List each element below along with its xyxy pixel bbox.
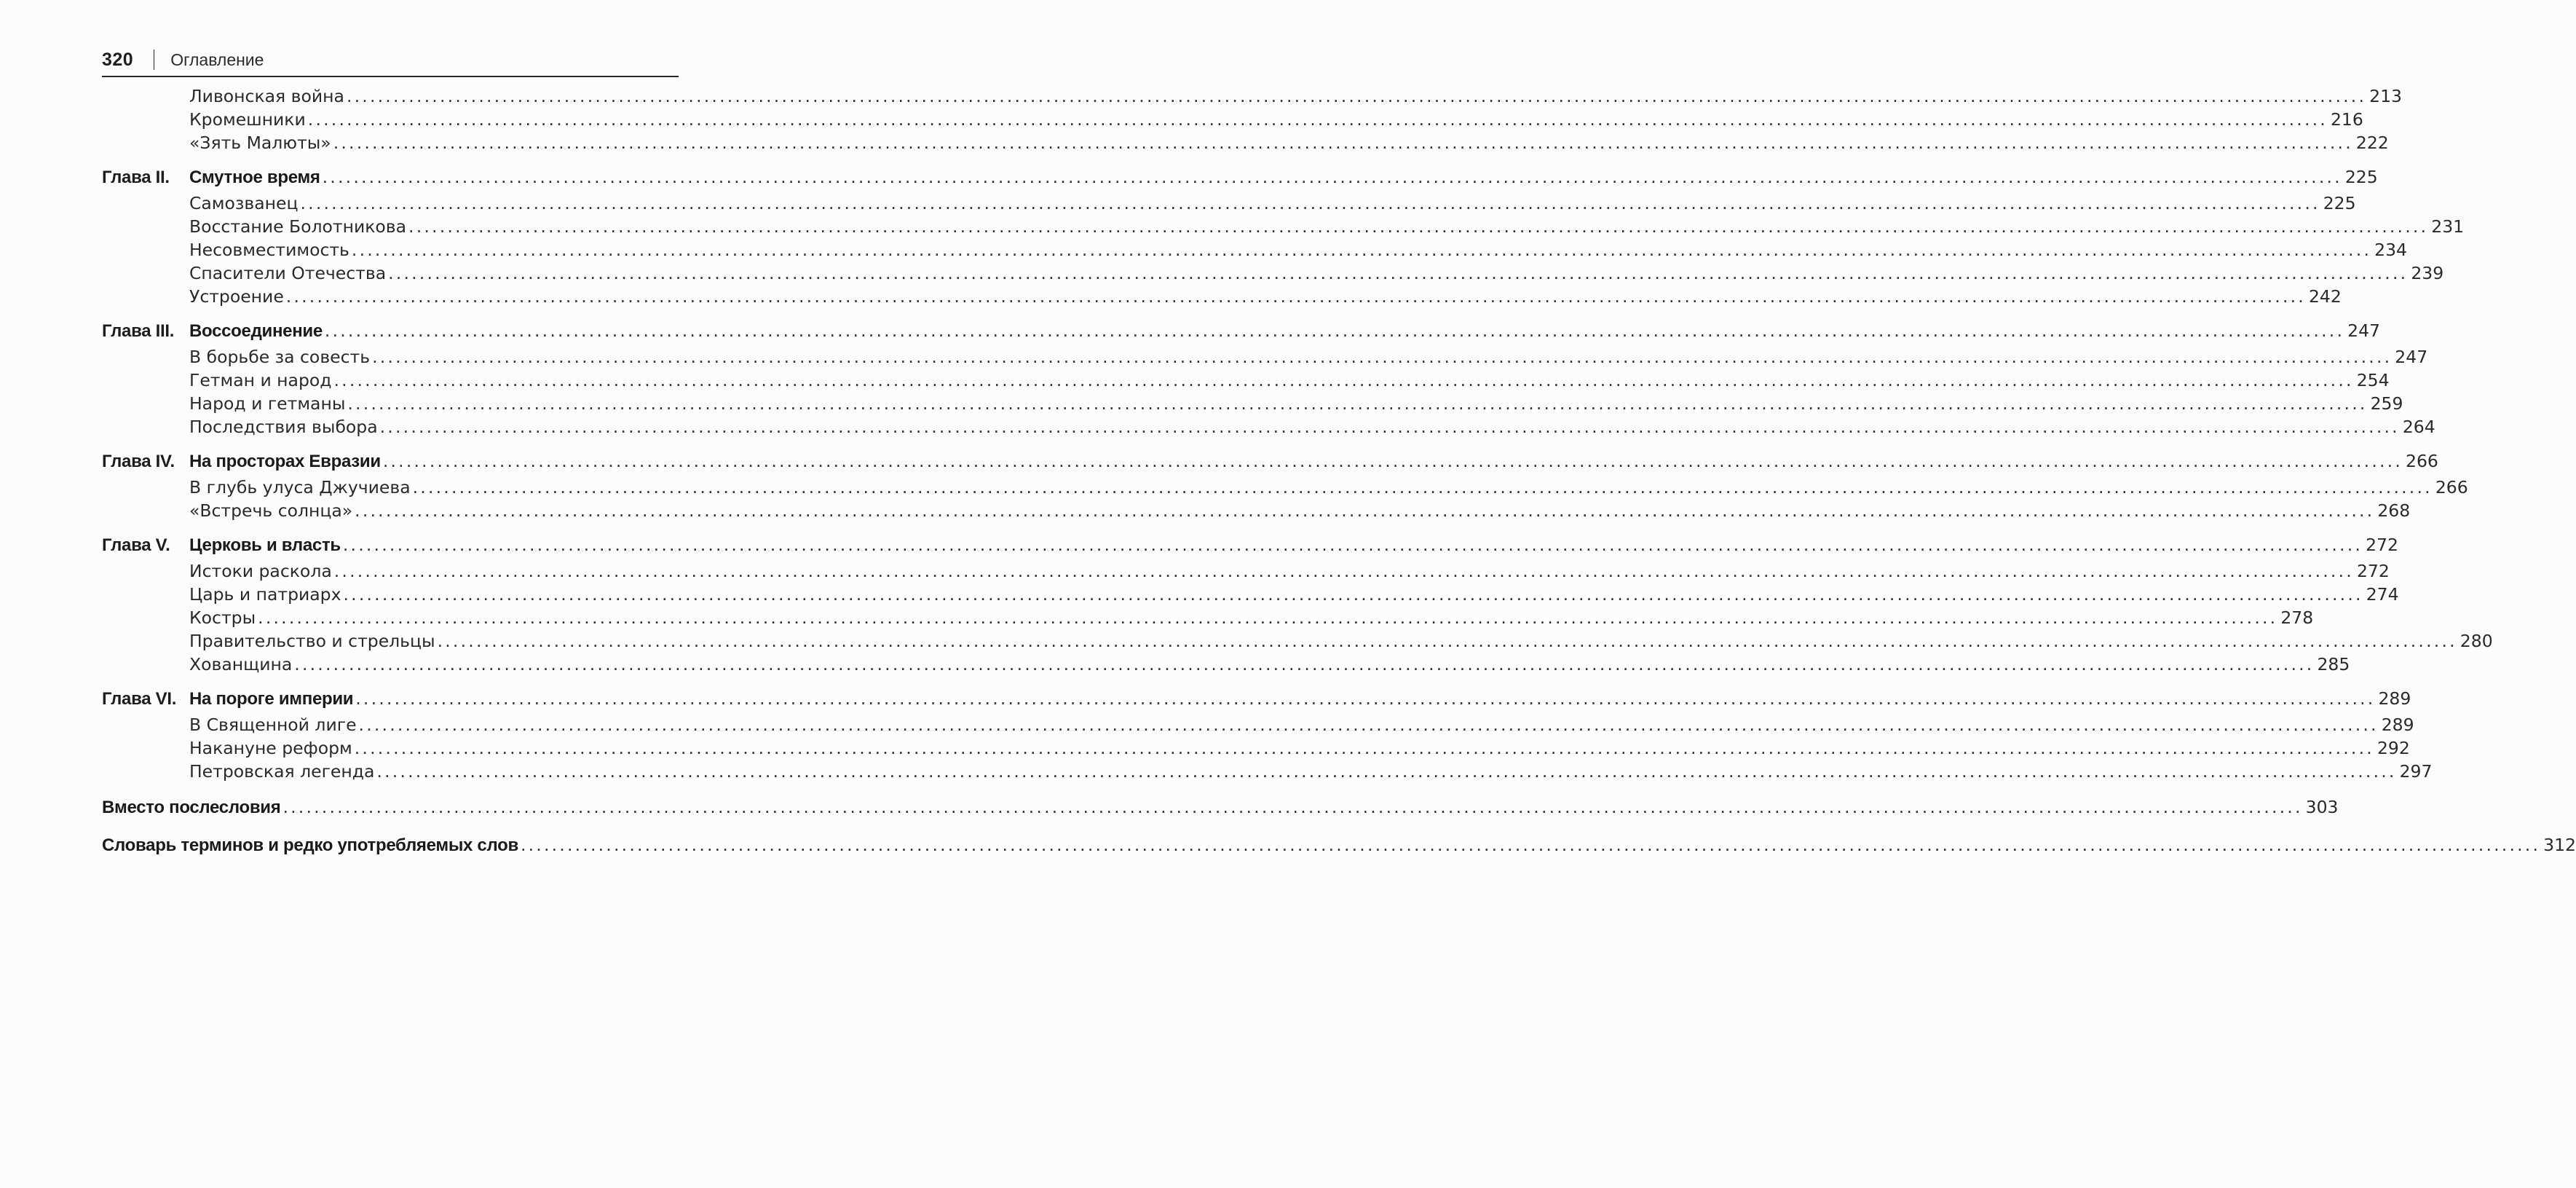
back-matter-title: Словарь терминов и редко употребляемых слов — [102, 835, 518, 855]
dot-leader: .................................................................................................................................................................................................................................................................... — [300, 193, 2320, 213]
toc-entry — [102, 369, 2390, 392]
toc-back-matter-group — [102, 793, 2339, 821]
page-ref: 259 — [2370, 393, 2403, 414]
dot-leader: .................................................................................................................................................................................................................................................................... — [355, 688, 2376, 709]
entry-title: Костры — [189, 607, 256, 628]
page-ref: 242 — [2308, 286, 2342, 307]
toc-entry — [102, 392, 2403, 415]
page-ref: 254 — [2356, 370, 2390, 390]
toc-entry — [102, 261, 2444, 285]
dot-leader: .................................................................................................................................................................................................................................................................... — [333, 133, 2353, 153]
dot-leader: .................................................................................................................................................................................................................................................................... — [307, 109, 2328, 130]
toc-entry — [102, 415, 2435, 438]
toc-entry — [102, 583, 2399, 606]
dot-leader: .................................................................................................................................................................................................................................................................... — [382, 451, 2403, 471]
running-head — [102, 44, 679, 77]
entry-title: Последствия выбора — [189, 417, 378, 437]
toc-chapter-group — [102, 449, 2468, 522]
page-ref: 292 — [2377, 738, 2410, 758]
toc-entry — [102, 713, 2414, 736]
toc-chapter-row — [102, 318, 2380, 344]
chapter-title: Церковь и власть — [189, 535, 341, 555]
page-ref: 280 — [2460, 631, 2493, 651]
toc-chapter-group — [102, 318, 2435, 438]
dot-leader: .................................................................................................................................................................................................................................................................... — [285, 286, 2306, 307]
toc-chapter-row — [102, 165, 2378, 190]
dot-leader: .................................................................................................................................................................................................................................................................... — [258, 607, 2278, 628]
toc-back-matter-group — [102, 831, 2576, 859]
dot-leader: .................................................................................................................................................................................................................................................................... — [437, 631, 2457, 651]
page-ref: 225 — [2344, 167, 2378, 187]
dot-leader: .................................................................................................................................................................................................................................................................... — [408, 216, 2429, 237]
page-ref: 239 — [2411, 263, 2444, 283]
chapter-label: Глава III. — [102, 321, 175, 341]
page-ref: 216 — [2330, 109, 2363, 130]
entry-title: Устроение — [189, 286, 284, 307]
entry-title: Кромешники — [189, 109, 306, 130]
chapter-label: Глава IV. — [102, 452, 175, 471]
dot-leader: .................................................................................................................................................................................................................................................................... — [333, 561, 2354, 581]
entry-title: Спасители Отечества — [189, 263, 387, 283]
toc-chapter-group — [102, 686, 2433, 783]
toc-entry — [102, 131, 2389, 154]
entry-title: Гетман и народ — [189, 370, 332, 390]
page-ref: 247 — [2395, 347, 2428, 367]
page-ref: 312 — [2543, 835, 2576, 855]
entry-title: Народ и гетманы — [189, 393, 346, 414]
toc-entry — [102, 285, 2342, 308]
dot-leader: .................................................................................................................................................................................................................................................................... — [372, 347, 2393, 367]
page-ref: 266 — [2406, 451, 2438, 471]
dot-leader: .................................................................................................................................................................................................................................................................... — [342, 535, 2363, 555]
dot-leader: .................................................................................................................................................................................................................................................................... — [283, 797, 2303, 817]
toc-entry — [102, 238, 2407, 261]
dot-leader: .................................................................................................................................................................................................................................................................... — [324, 320, 2345, 341]
dot-leader: .................................................................................................................................................................................................................................................................... — [346, 86, 2367, 106]
dot-leader: .................................................................................................................................................................................................................................................................... — [358, 715, 2379, 735]
entry-title: Несовместимость — [189, 240, 349, 260]
section-title: Оглавление — [170, 50, 264, 69]
dot-leader: .................................................................................................................................................................................................................................................................... — [322, 167, 2342, 187]
page-ref: 297 — [2399, 761, 2433, 782]
dot-leader: .................................................................................................................................................................................................................................................................... — [351, 240, 2372, 260]
chapter-title: Смутное время — [189, 168, 320, 187]
entry-title: В Священной лиге — [189, 715, 357, 735]
back-matter-title: Вместо послесловия — [102, 798, 281, 817]
entry-title: Царь и патриарх — [189, 584, 341, 605]
page-ref: 289 — [2381, 715, 2414, 735]
dot-leader: .................................................................................................................................................................................................................................................................... — [343, 584, 2363, 605]
toc-entry — [102, 653, 2350, 676]
dot-leader: .................................................................................................................................................................................................................................................................... — [376, 761, 2397, 782]
page-ref: 264 — [2402, 417, 2435, 437]
entry-title: «Встречь солнца» — [189, 500, 353, 521]
toc-entry — [102, 84, 2402, 108]
chapter-label: Глава V. — [102, 535, 170, 555]
dot-leader: .................................................................................................................................................................................................................................................................... — [388, 263, 2409, 283]
toc-group-continued — [102, 84, 2402, 154]
entry-title: В борьбе за совесть — [189, 347, 371, 367]
toc-entry — [102, 108, 2363, 131]
entry-title: В глубь улуса Джучиева — [189, 477, 411, 497]
toc-entry — [102, 345, 2428, 369]
toc-entry — [102, 476, 2468, 499]
toc-chapter-group — [102, 165, 2465, 308]
entry-title: Самозванец — [189, 193, 299, 213]
page-ref: 266 — [2435, 477, 2468, 497]
dot-leader: .................................................................................................................................................................................................................................................................... — [333, 370, 2354, 390]
entry-title: Хованщина — [189, 654, 293, 674]
toc-entry — [102, 736, 2410, 760]
dot-leader: .................................................................................................................................................................................................................................................................... — [412, 477, 2433, 497]
page-ref: 231 — [2431, 216, 2465, 237]
toc-chapter-group — [102, 532, 2493, 676]
table-of-contents — [102, 84, 2576, 859]
page-ref: 285 — [2317, 654, 2350, 674]
chapter-label: Глава II. — [102, 168, 170, 187]
page-ref: 274 — [2366, 584, 2399, 605]
dot-leader: .................................................................................................................................................................................................................................................................... — [294, 654, 2315, 674]
page-ref: 234 — [2374, 240, 2407, 260]
toc-entry — [102, 760, 2433, 783]
page-ref: 213 — [2369, 86, 2402, 106]
toc-entry — [102, 559, 2390, 583]
page-ref: 268 — [2377, 500, 2411, 521]
toc-chapter-row — [102, 532, 2398, 558]
dot-leader: .................................................................................................................................................................................................................................................................... — [379, 417, 2400, 437]
chapter-title: Воссоединение — [189, 321, 323, 341]
page-ref: 272 — [2356, 561, 2390, 581]
toc-entry — [102, 606, 2314, 629]
page-ref: 289 — [2378, 688, 2411, 709]
book-page — [102, 44, 2576, 869]
page-ref: 247 — [2347, 320, 2380, 341]
dot-leader: .................................................................................................................................................................................................................................................................... — [520, 835, 2541, 855]
dot-leader: .................................................................................................................................................................................................................................................................... — [347, 393, 2368, 414]
page-number: 320 — [102, 49, 134, 70]
entry-title: Ливонская война — [189, 86, 344, 106]
entry-title: Восстание Болотникова — [189, 216, 407, 237]
entry-title: «Зять Малюты» — [189, 133, 331, 153]
page-ref: 225 — [2323, 193, 2356, 213]
entry-title: Петровская легенда — [189, 761, 375, 782]
dot-leader: .................................................................................................................................................................................................................................................................... — [354, 738, 2374, 758]
toc-chapter-row — [102, 449, 2438, 474]
page-ref: 278 — [2280, 607, 2314, 628]
chapter-title: На пороге империи — [189, 689, 354, 709]
chapter-label: Глава VI. — [102, 689, 177, 709]
entry-title: Истоки раскола — [189, 561, 332, 581]
dot-leader: .................................................................................................................................................................................................................................................................... — [355, 500, 2375, 521]
page-ref: 222 — [2355, 133, 2389, 153]
toc-entry — [102, 192, 2356, 215]
entry-title: Правительство и стрельцы — [189, 631, 435, 651]
chapter-title: На просторах Евразии — [189, 452, 381, 471]
toc-back-matter-row — [102, 793, 2339, 821]
entry-title: Накануне реформ — [189, 738, 352, 758]
toc-entry — [102, 499, 2411, 522]
toc-back-matter-row — [102, 831, 2576, 859]
toc-entry — [102, 629, 2493, 653]
toc-chapter-row — [102, 686, 2411, 712]
toc-entry — [102, 215, 2465, 238]
page-ref: 303 — [2305, 797, 2339, 817]
page-ref: 272 — [2366, 535, 2398, 555]
